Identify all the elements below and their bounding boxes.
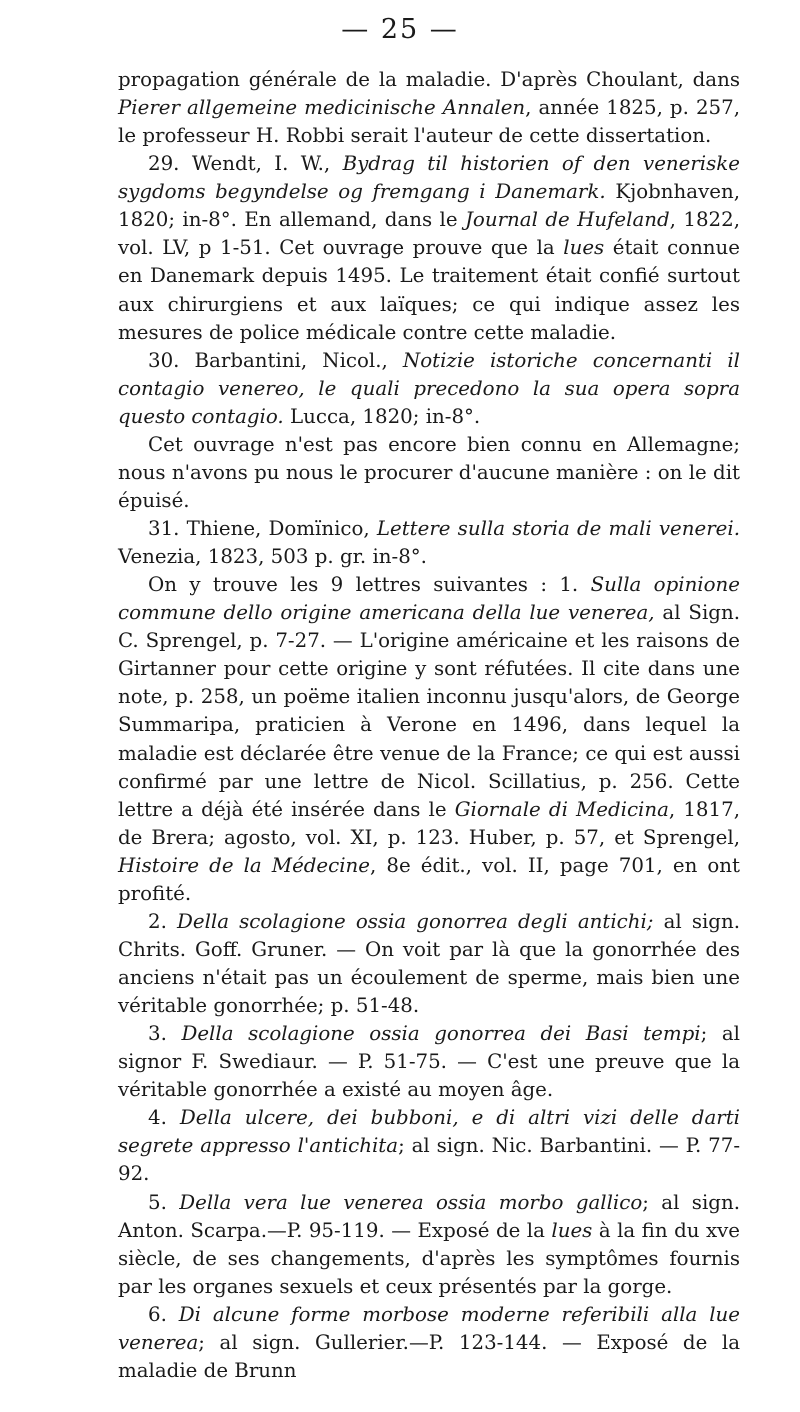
text-run: , 1822, vol. LV, p 1-51. Cet ouvrage prouve que la [118, 208, 740, 260]
italic-title: Della scolagione ossia gonorrea dei Basi tempi [181, 1022, 701, 1046]
italic-title: Della ulcere, dei bubboni, e di altri vizi delle darti segrete appresso l'antichita [118, 1106, 740, 1158]
text-run: , année 1825, p. 257, le professeur H. Robbi serait l'auteur de cette dissertation. [118, 96, 740, 148]
italic-title: Di alcune forme morbose moderne referibili alla lue venerea [118, 1302, 741, 1354]
text-run: , 1817, de Brera; agosto, vol. XI, p. 123. Huber, p. 57, et Sprengel, [118, 797, 740, 849]
paragraph-p30b [118, 431, 740, 515]
text-run: , 8e édit., vol. II, page 701, en ont profité. [118, 853, 740, 905]
paragraph-p29 [118, 150, 740, 346]
text-run: était connue en Danemark depuis 1495. Le traitement était confié surtout aux chirurgiens et aux laïques; ce qui indique assez les mesures de police médicale contre cette maladie. [118, 236, 740, 344]
text-run: 2. [148, 909, 177, 933]
text-run: à la fin du xve siècle, de ses changements, d'après les symptômes fournis par les organes sexuels et ceux présentés par la gorge. [118, 1218, 740, 1298]
page-body [118, 66, 740, 1385]
text-run: Venezia, 1823, 503 p. gr. in-8°. [118, 545, 427, 569]
paragraph-p0 [118, 66, 740, 150]
text-run: 31. Thiene, Domïnico, [148, 517, 377, 540]
italic-title: lues [551, 1218, 593, 1242]
text-run: al Sign. C. Sprengel, p. 7-27. — L'origine américaine et les raisons de Girtanner pour cette origine y sont réfutées. Il cite dans une note, p. 258, un poëme italien inconnu jusqu'alors, de George Summaripa, praticien à Verone en 1496, dans lequel la maladie est déclarée être venue de la France; ce qui est aussi confirmé par une lettre de Nicol. Scillatius, p. 256. Cette lettre a déjà été insérée dans le [118, 601, 740, 821]
paragraph-p5 [118, 1189, 740, 1301]
italic-title: lues [563, 236, 605, 260]
italic-title: Sulla opinione commune dello origine americana della lue venerea, [118, 573, 740, 625]
italic-title: Journal de Hufeland [465, 208, 670, 232]
italic-title: Bydrag til historien of den veneriske sygdoms begyndelse og fremgang i Danemark. [118, 152, 740, 204]
paragraph-p3 [118, 1020, 740, 1104]
italic-title: Pierer allgemeine medicinische Annalen [118, 96, 526, 120]
text-run: 6. [148, 1302, 179, 1326]
text-run: On y trouve les 9 lettres suivantes : 1. [148, 573, 591, 597]
paragraph-p4 [118, 1104, 740, 1188]
text-run: ; al sign. Gullerier.—P. 123-144. — Exposé de la maladie de Brunn [118, 1330, 740, 1382]
paragraph-p30 [118, 347, 740, 431]
text-run: ; al signor F. Swediaur. — P. 51-75. — C'est une preuve que la véritable gonorrhée a existé au moyen âge. [118, 1022, 740, 1102]
text-run: Kjobnhaven, 1820; in-8°. En allemand, dans le [118, 180, 740, 232]
page-number: — 25 — [341, 14, 459, 45]
paragraph-p6 [118, 1301, 740, 1385]
paragraph-p31b [118, 571, 740, 908]
paragraph-p31 [118, 515, 740, 571]
italic-title: Lettere sulla storia de mali venerei. [376, 517, 740, 540]
italic-title: Notizie istoriche concernanti il contagio venereo, le quali precedono la sua opera sopra questo contagio. [118, 348, 740, 428]
text-run: 4. [148, 1106, 180, 1130]
text-run: ; al sign. Nic. Barbantini. — P. 77-92. [118, 1134, 741, 1186]
italic-title: Histoire de la Médecine [118, 853, 370, 877]
text-run: 5. [148, 1190, 180, 1214]
text-run: ; al sign. Anton. Scarpa.—P. 95-119. — Exposé de la [118, 1190, 740, 1242]
italic-title: Della vera lue venerea ossia morbo gallico [179, 1190, 643, 1214]
text-run: 30. Barbantini, Nicol., [148, 348, 403, 372]
text-run: Cet ouvrage n'est pas encore bien connu en Allemagne; nous n'avons pu nous le procurer d'aucune manière : on le dit épuisé. [118, 432, 740, 512]
italic-title: Della scolagione ossia gonorrea degli antichi; [177, 909, 654, 933]
italic-title: Giornale di Medicina [454, 797, 669, 821]
text-run: al sign. Chrits. Goff. Gruner. — On voit par là que la gonorrhée des anciens n'était pas un écoulement de sperme, mais bien une véritable gonorrhée; p. 51-48. [118, 909, 740, 1018]
paragraph-p2 [118, 908, 740, 1020]
text-run: Lucca, 1820; in-8°. [283, 404, 481, 428]
text-run: 3. [148, 1022, 182, 1046]
text-run: propagation générale de la maladie. D'après Choulant, dans [118, 68, 740, 91]
text-run: 29. Wendt, I. W., [148, 152, 343, 176]
